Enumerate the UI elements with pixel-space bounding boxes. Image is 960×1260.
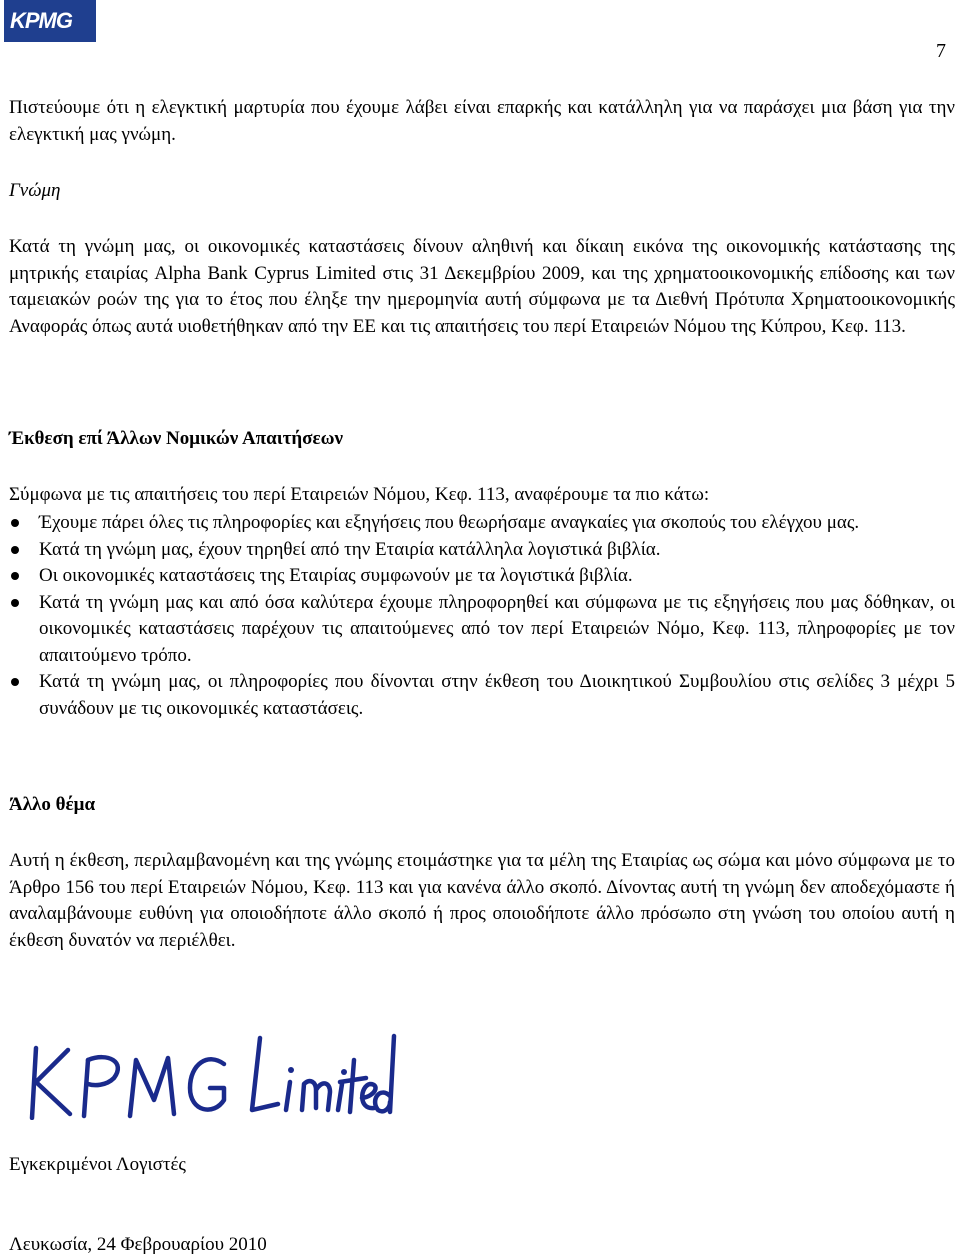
list-item-text: Κατά τη γνώμη μας, οι πληροφορίες που δίνονται στην έκθεση του Διοικητικού Συμβουλίου στις σελίδες 3 μέχρι 5 συνάδουν με τις οικονομικές καταστάσεις. (39, 671, 955, 719)
list-item (9, 590, 955, 670)
opinion-heading: Γνώμη (9, 180, 61, 201)
bullet-icon (11, 599, 19, 607)
list-item-text: Κατά τη γνώμη μας, έχουν τηρηθεί από την Εταιρία κατάλληλα λογιστικά βιβλία. (39, 538, 661, 560)
list-item-text: Κατά τη γνώμη μας και από όσα καλύτερα έχουμε πληροφορηθεί και σύμφωνα με τις εξηγήσεις που μας δόθηκαν, οι οικονομικές καταστάσεις παρέχουν τις απαιτούμενες από τον περί Εταιρειών Νόμο, Κεφ. 113, πληροφορίες με τον απαιτούμενο τρόπο. (39, 591, 955, 666)
other-matter-paragraph: Αυτή η έκθεση, περιλαμβανομένη και της γνώμης ετοιμάστηκε για τα μέλη της Εταιρίας ως σώμα και μόνο σύμφωνα με το Άρθρο 156 του περί Εταιρειών Νόμου, Κεφ. 113 και για κανένα άλλο σκοπό. Δίνοντας αυτή τη γνώμη δεν αποδεχόμαστε ή αναλαμβάνουμε ευθύνη για οποιοδήποτε άλλο σκοπό ή προς οποιοδήποτε άλλο πρόσωπο στη γνώση του οποίου αυτή η έκθεση δυνατόν να περιέλθει. (9, 850, 955, 951)
bullet-icon (11, 572, 19, 580)
bullet-icon (11, 678, 19, 686)
logo-text: KPMG (10, 8, 72, 33)
bullet-icon (11, 519, 19, 527)
opinion-paragraph: Κατά τη γνώμη μας, οι οικονομικές καταστάσεις δίνουν αληθινή και δίκαιη εικόνα της οικονομικής κατάστασης της μητρικής εταιρίας Alpha Bank Cyprus Limited στις 31 Δεκεμβρίου 2009, και της χρηματοοικονομικής επίδοσης και των ταμειακών ροών της για το έτος που έληξε την ημερομηνία αυτή σύμφωνα με τα Διεθνή Πρότυπα Χρηματοοικονομικής Αναφοράς όπως αυτά υιοθετήθηκαν από την ΕΕ και τις απαιτήσεις του περί Εταιρειών Νόμου της Κύπρου, Κεφ. 113. (9, 236, 955, 337)
legal-requirements-heading: Έκθεση επί Άλλων Νομικών Απαιτήσεων (9, 428, 343, 449)
legal-intro: Σύμφωνα με τις απαιτήσεις του περί Εταιρειών Νόμου, Κεφ. 113, αναφέρουμε τα πιο κάτω: (9, 484, 710, 505)
list-item-text: Οι οικονομικές καταστάσεις της Εταιρίας συμφωνούν με τα λογιστικά βιβλία. (39, 565, 633, 586)
kpmg-logo (4, 0, 96, 42)
list-item (9, 537, 955, 564)
page-number: 7 (936, 40, 946, 62)
intro-paragraph: Πιστεύουμε ότι η ελεγκτική μαρτυρία που έχουμε λάβει είναι επαρκής και κατάλληλη για να παράσχει μια βάση για την ελεγκτική μας γνώμη. (9, 97, 955, 145)
other-matter-heading: Άλλο θέμα (9, 794, 96, 815)
bullet-icon (11, 546, 19, 554)
list-item (9, 669, 955, 722)
place-and-date: Λευκωσία, 24 Φεβρουαρίου 2010 (9, 1234, 267, 1255)
legal-bullet-list (9, 510, 955, 722)
list-item-text: Έχουμε πάρει όλες τις πληροφορίες και εξηγήσεις που θεωρήσαμε αναγκαίες για σκοπούς του ελέγχου μας. (39, 512, 860, 533)
signature-kpmg-limited (10, 1030, 400, 1120)
auditor-role: Εγκεκριμένοι Λογιστές (9, 1154, 186, 1175)
list-item (9, 563, 955, 590)
list-item (9, 510, 955, 537)
